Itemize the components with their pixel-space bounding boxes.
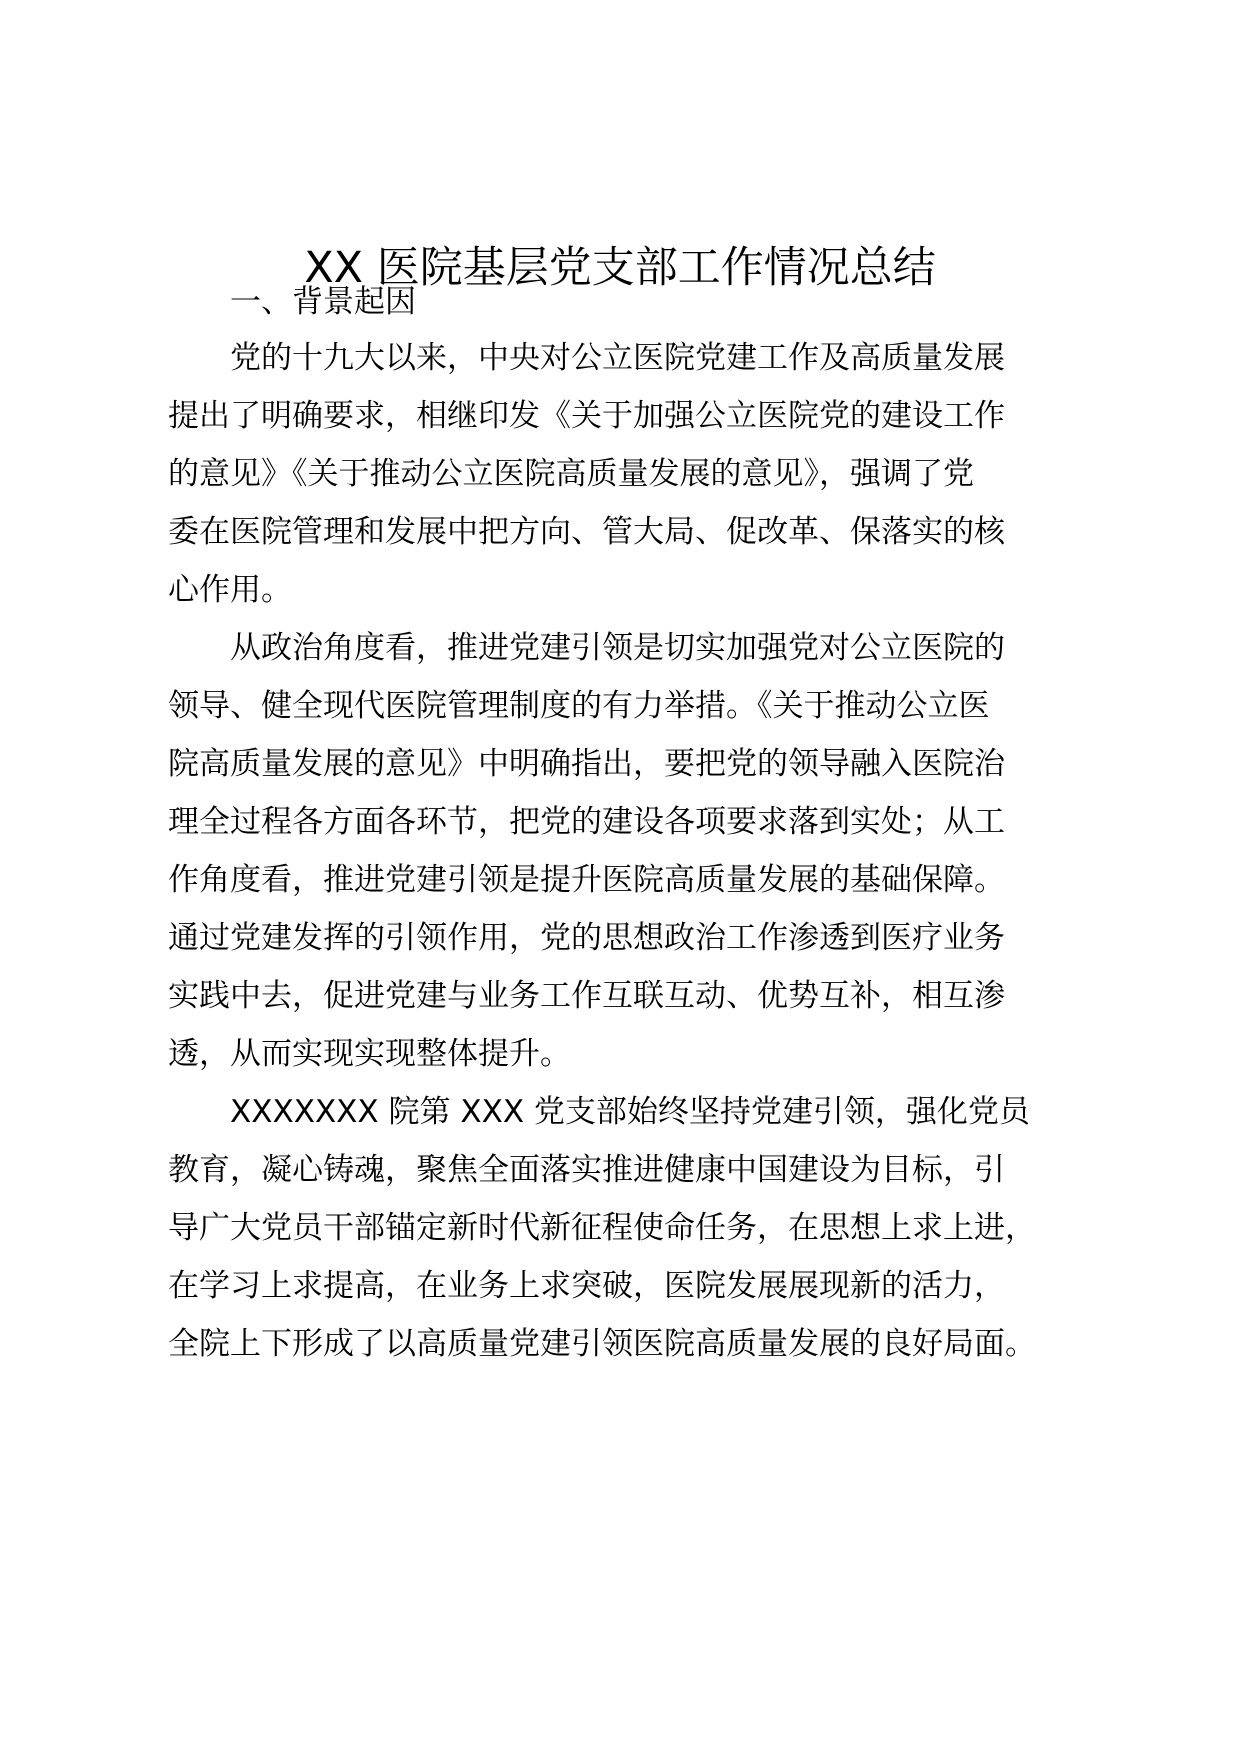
document-title: XX 医院基层党支部工作情况总结 xyxy=(304,243,936,293)
paragraph-3-line-1: XXXXXXX 院第 XXX 党支部始终坚持党建引领，强化党员 xyxy=(230,1094,1030,1130)
paragraph-3-line-5: 全院上下形成了以高质量党建引领医院高质量发展的良好局面。 xyxy=(168,1326,1036,1362)
paragraph-3-line-2: 教育，凝心铸魂，聚焦全面落实推进健康中国建设为目标，引 xyxy=(168,1152,1005,1188)
section-heading: 一、背景起因 xyxy=(230,284,416,320)
paragraph-1-line-4: 委在医院管理和发展中把方向、管大局、促改革、保落实的核 xyxy=(168,514,1005,550)
paragraph-1-line-3: 的意见》《关于推动公立医院高质量发展的意见》，强调了党 xyxy=(168,456,974,492)
paragraph-2-line-8: 透，从而实现实现整体提升。 xyxy=(168,1036,571,1072)
paragraph-2-line-7: 实践中去，促进党建与业务工作互联互动、优势互补，相互渗 xyxy=(168,978,1005,1014)
paragraph-2-line-5: 作角度看，推进党建引领是提升医院高质量发展的基础保障。 xyxy=(168,862,1005,898)
paragraph-1-line-5: 心作用。 xyxy=(168,572,292,608)
paragraph-2-line-1: 从政治角度看，推进党建引领是切实加强党对公立医院的 xyxy=(230,630,1005,666)
paragraph-2-line-3: 院高质量发展的意见》中明确指出，要把党的领导融入医院治 xyxy=(168,746,1005,782)
paragraph-1-line-1: 党的十九大以来，中央对公立医院党建工作及高质量发展 xyxy=(230,340,1005,376)
paragraph-2-line-2: 领导、健全现代医院管理制度的有力举措。《关于推动公立医 xyxy=(168,688,990,724)
paragraph-2-line-6: 通过党建发挥的引领作用，党的思想政治工作渗透到医疗业务 xyxy=(168,920,1005,956)
paragraph-3-line-3: 导广大党员干部锚定新时代新征程使命任务，在思想上求上进， xyxy=(168,1210,1036,1246)
paragraph-2-line-4: 理全过程各方面各环节，把党的建设各项要求落到实处；从工 xyxy=(168,804,1005,840)
paragraph-1-line-2: 提出了明确要求，相继印发《关于加强公立医院党的建设工作 xyxy=(168,398,1005,434)
paragraph-3-line-4: 在学习上求提高，在业务上求突破，医院发展展现新的活力， xyxy=(168,1268,1005,1304)
